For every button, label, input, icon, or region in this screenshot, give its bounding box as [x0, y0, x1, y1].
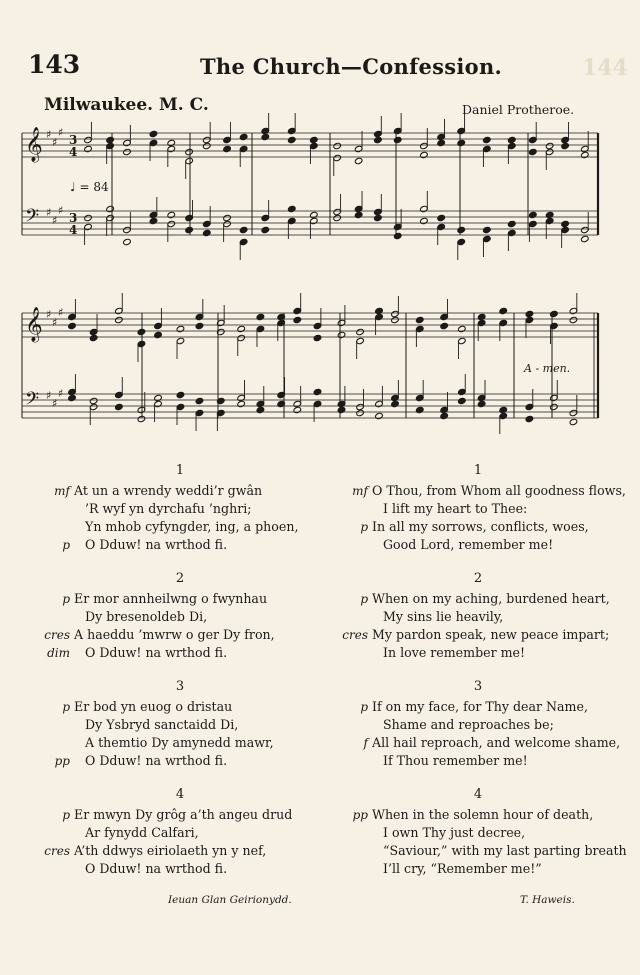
- verse-text: O Dduw! na wrthod fi.: [85, 753, 228, 768]
- note-head: [529, 148, 538, 155]
- note-head: [167, 211, 176, 218]
- verse-text: Er mwyn Dy grôg a’th angeu drud: [74, 807, 293, 822]
- verse-text: I’ll cry, “Remember me!”: [383, 861, 542, 876]
- verse-line: [328, 698, 628, 716]
- note-head: [550, 403, 559, 410]
- note-head: [529, 211, 538, 218]
- verse-text: O Thou, from Whom all goodness flows,: [372, 483, 626, 498]
- welsh-stanza-4: [30, 784, 330, 878]
- note-head: [68, 322, 77, 329]
- verse-line: [30, 518, 330, 536]
- verse-line: [30, 734, 330, 752]
- note-head: [483, 226, 492, 233]
- verse-line: [328, 842, 628, 860]
- note-head: [313, 388, 322, 395]
- verse-text: A haeddu ’mwrw o ger Dy fron,: [74, 627, 275, 642]
- stanza-number: 3: [473, 679, 483, 694]
- verse-line: [30, 752, 330, 770]
- verse-line: [328, 482, 628, 500]
- note-head: [458, 397, 467, 404]
- music-score: [0, 0, 640, 460]
- verse-text: If Thou remember me!: [383, 753, 528, 768]
- sharp-icon: ♯: [58, 204, 64, 217]
- verse-text: If on my face, for Thy dear Name,: [372, 699, 588, 714]
- note-head: [185, 148, 194, 155]
- time-signature: 4: [69, 223, 78, 237]
- note-head: [333, 142, 342, 149]
- note-head: [458, 325, 467, 332]
- note-head: [203, 229, 212, 236]
- sharp-icon: ♯: [46, 128, 52, 141]
- note-head: [261, 133, 270, 140]
- note-head: [89, 334, 98, 341]
- verse-text: All hail reproach, and welcome shame,: [372, 735, 621, 750]
- verse-line: [328, 824, 628, 842]
- dynamic-marking: p: [360, 520, 368, 534]
- note-head: [457, 139, 466, 146]
- note-head: [333, 214, 342, 221]
- dynamic-marking: p: [360, 592, 368, 606]
- note-head: [237, 325, 246, 332]
- note-head: [239, 226, 248, 233]
- note-head: [115, 403, 124, 410]
- hymn-number: 143: [28, 50, 81, 79]
- verse-line: [328, 644, 628, 662]
- verse-text: O Dduw! na wrthod fi.: [85, 537, 228, 552]
- amen-lyric: A - men.: [524, 362, 571, 375]
- sharp-icon: ♯: [52, 136, 58, 149]
- stanza-number: 2: [175, 571, 185, 586]
- verse-line: [30, 716, 330, 734]
- note-head: [437, 214, 446, 221]
- note-head: [223, 214, 232, 221]
- sharp-icon: ♯: [46, 389, 52, 402]
- verse-text: At un a wrendy weddi’r gwân: [74, 483, 263, 498]
- note-head: [310, 211, 319, 218]
- note-head: [337, 406, 346, 413]
- verse-line: [328, 536, 628, 554]
- sharp-icon: ♯: [58, 126, 64, 139]
- note-head: [457, 226, 466, 233]
- welsh-author-credit: Ieuan Glan Geirionydd.: [168, 894, 292, 906]
- english-author-credit: T. Haweis.: [520, 894, 575, 906]
- note-head: [123, 238, 132, 245]
- sharp-icon: ♯: [58, 387, 64, 400]
- treble-clef-icon: 𝄞: [25, 127, 43, 162]
- note-head: [237, 400, 246, 407]
- bass-clef-icon: 𝄢: [25, 389, 40, 414]
- verse-text: In all my sorrows, conflicts, woes,: [372, 519, 589, 534]
- verse-line: [30, 608, 330, 626]
- note-head: [313, 334, 322, 341]
- note-head: [106, 136, 115, 143]
- note-head: [176, 325, 185, 332]
- tune-name: Milwaukee. M. C.: [44, 95, 209, 115]
- composer: Daniel Protheroe.: [462, 102, 575, 117]
- dynamic-marking: mf: [54, 484, 70, 498]
- note-head: [477, 400, 486, 407]
- note-head: [525, 415, 534, 422]
- dynamic-marking: p: [62, 700, 70, 714]
- stanza-number: 2: [473, 571, 483, 586]
- verse-text: A’th ddwys eiriolaeth yn y nef,: [74, 843, 267, 858]
- note-head: [507, 220, 516, 227]
- note-head: [89, 397, 98, 404]
- dynamic-marking: p: [62, 538, 70, 552]
- bleed-through-mark: 144: [582, 55, 628, 81]
- note-head: [415, 406, 424, 413]
- note-head: [569, 316, 578, 323]
- note-head: [375, 412, 384, 419]
- note-head: [176, 391, 185, 398]
- page-title: The Church—Confession.: [200, 54, 503, 79]
- note-head: [84, 214, 93, 221]
- time-signature: 4: [69, 145, 78, 159]
- sharp-icon: ♯: [46, 308, 52, 321]
- note-head: [293, 316, 302, 323]
- verse-text: Ar fynydd Calfari,: [85, 825, 199, 840]
- note-head: [123, 148, 132, 155]
- verse-line: [30, 626, 330, 644]
- verse-line: [328, 860, 628, 878]
- note-head: [167, 139, 176, 146]
- dynamic-marking: p: [62, 808, 70, 822]
- verse-text: My pardon speak, new peace impart;: [372, 627, 610, 642]
- bass-clef-icon: 𝄢: [25, 206, 40, 231]
- note-head: [415, 316, 424, 323]
- note-head: [561, 220, 570, 227]
- verse-line: [328, 608, 628, 626]
- note-head: [545, 142, 554, 149]
- note-head: [337, 331, 346, 338]
- note-head: [115, 316, 124, 323]
- note-head: [68, 394, 77, 401]
- verse-text: “Saviour,” with my last parting breath: [383, 843, 627, 858]
- note-head: [561, 142, 570, 149]
- verse-text: Shame and reproaches be;: [383, 717, 554, 732]
- english-verses: [328, 460, 628, 878]
- verse-line: [328, 500, 628, 518]
- verse-text: O Dduw! na wrthod fi.: [85, 645, 228, 660]
- note-head: [137, 328, 146, 335]
- stanza-number: 3: [175, 679, 185, 694]
- verse-line: [328, 806, 628, 824]
- verse-text: In love remember me!: [383, 645, 526, 660]
- verse-text: Good Lord, remember me!: [383, 537, 554, 552]
- english-stanza-1: [328, 460, 628, 554]
- note-head: [391, 316, 400, 323]
- verse-text: I own Thy just decree,: [383, 825, 526, 840]
- note-head: [545, 211, 554, 218]
- note-head: [195, 397, 204, 404]
- note-head: [437, 139, 446, 146]
- verse-text: ’R wyf yn dyrchafu ’nghri;: [85, 501, 252, 516]
- note-head: [499, 307, 508, 314]
- note-head: [569, 418, 578, 425]
- dynamic-marking: cres: [342, 628, 368, 642]
- note-head: [581, 235, 590, 242]
- verse-text: When in the solemn hour of death,: [372, 807, 594, 822]
- verse-line: [30, 698, 330, 716]
- sharp-icon: ♯: [46, 206, 52, 219]
- english-stanza-4: [328, 784, 628, 878]
- tempo-marking: ♩ = 84: [70, 180, 109, 194]
- stanza-number: 1: [473, 463, 483, 478]
- verse-text: O Dduw! na wrthod fi.: [85, 861, 228, 876]
- note-head: [287, 205, 296, 212]
- note-head: [550, 310, 559, 317]
- note-head: [354, 211, 363, 218]
- note-head: [440, 322, 449, 329]
- note-head: [356, 409, 365, 416]
- verse-text: Yn mhob cyfyngder, ing, a phoen,: [85, 519, 299, 534]
- note-head: [293, 406, 302, 413]
- note-head: [310, 136, 319, 143]
- note-head: [185, 226, 194, 233]
- sharp-icon: ♯: [52, 397, 58, 410]
- note-head: [154, 331, 163, 338]
- sharp-icon: ♯: [52, 214, 58, 227]
- verse-text: Er bod yn euog o dristau: [74, 699, 233, 714]
- stanza-number: 1: [175, 463, 185, 478]
- welsh-stanza-1: [30, 460, 330, 554]
- note-head: [223, 145, 232, 152]
- note-head: [84, 145, 93, 152]
- note-head: [287, 136, 296, 143]
- verse-line: [30, 842, 330, 860]
- welsh-verses: [30, 460, 330, 878]
- dynamic-marking: p: [62, 592, 70, 606]
- note-head: [477, 313, 486, 320]
- verse-text: Dy bresenoldeb Di,: [85, 609, 208, 624]
- note-head: [499, 406, 508, 413]
- verse-line: [30, 482, 330, 500]
- welsh-stanza-2: [30, 568, 330, 662]
- verse-line: [30, 536, 330, 554]
- note-head: [256, 406, 265, 413]
- note-head: [393, 232, 402, 239]
- time-signature: 3: [69, 133, 78, 147]
- note-head: [391, 400, 400, 407]
- dynamic-marking: mf: [352, 484, 368, 498]
- dynamic-marking: f: [363, 736, 368, 750]
- treble-clef-icon: 𝄞: [25, 307, 43, 342]
- verse-line: [328, 734, 628, 752]
- verse-text: I lift my heart to Thee:: [383, 501, 528, 516]
- dynamic-marking: dim: [47, 646, 70, 660]
- verse-text: A themtio Dy amynedd mawr,: [85, 735, 274, 750]
- note-head: [525, 310, 534, 317]
- note-head: [581, 151, 590, 158]
- note-head: [483, 136, 492, 143]
- verse-text: Dy Ysbryd sanctaidd Di,: [85, 717, 239, 732]
- verse-line: [328, 590, 628, 608]
- verse-line: [328, 716, 628, 734]
- note-head: [354, 157, 363, 164]
- note-head: [440, 412, 449, 419]
- time-signature: 3: [69, 211, 78, 225]
- note-head: [106, 205, 115, 212]
- note-head: [393, 136, 402, 143]
- note-head: [356, 328, 365, 335]
- note-head: [420, 217, 429, 224]
- note-head: [149, 217, 158, 224]
- note-head: [239, 133, 248, 140]
- dynamic-marking: pp: [54, 754, 70, 768]
- note-head: [149, 130, 158, 137]
- sharp-icon: ♯: [58, 306, 64, 319]
- verse-line: [328, 626, 628, 644]
- stanza-number: 4: [473, 787, 483, 802]
- stanza-number: 4: [175, 787, 185, 802]
- english-stanza-2: [328, 568, 628, 662]
- dynamic-marking: cres: [44, 844, 70, 858]
- note-head: [256, 313, 265, 320]
- verse-line: [328, 518, 628, 536]
- note-head: [507, 136, 516, 143]
- note-head: [420, 151, 429, 158]
- note-head: [261, 226, 270, 233]
- verse-text: When on my aching, burdened heart,: [372, 591, 610, 606]
- sharp-icon: ♯: [52, 316, 58, 329]
- english-stanza-3: [328, 676, 628, 770]
- note-head: [203, 142, 212, 149]
- dynamic-marking: pp: [352, 808, 368, 822]
- verse-line: [30, 860, 330, 878]
- note-head: [195, 322, 204, 329]
- verse-line: [30, 806, 330, 824]
- verse-line: [328, 752, 628, 770]
- note-head: [375, 307, 384, 314]
- verse-line: [30, 644, 330, 662]
- welsh-stanza-3: [30, 676, 330, 770]
- verse-text: My sins lie heavily,: [383, 609, 504, 624]
- verse-line: [30, 500, 330, 518]
- note-head: [154, 394, 163, 401]
- note-head: [137, 415, 146, 422]
- dynamic-marking: cres: [44, 628, 70, 642]
- verse-line: [30, 590, 330, 608]
- verse-text: Er mor annheilwng o fwynhau: [74, 591, 268, 606]
- verse-line: [30, 824, 330, 842]
- dynamic-marking: p: [360, 700, 368, 714]
- note-head: [374, 136, 383, 143]
- note-head: [374, 214, 383, 221]
